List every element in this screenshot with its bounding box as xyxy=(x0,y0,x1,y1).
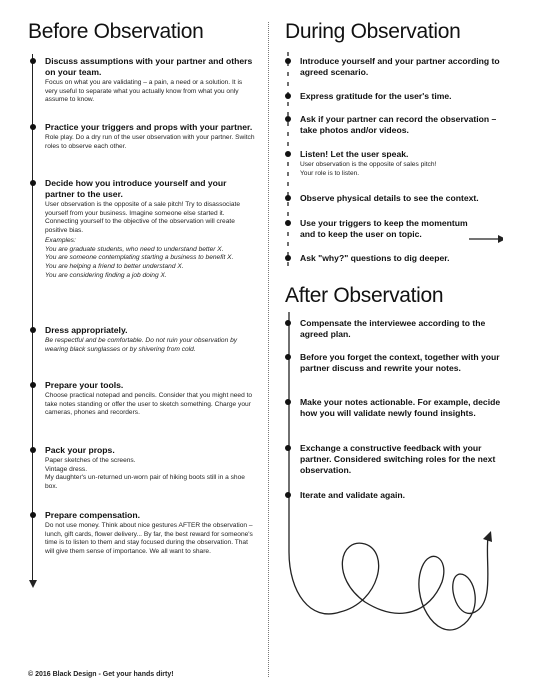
item-title: Observe physical details to see the context. xyxy=(300,193,479,203)
item-title: Exchange a constructive feedback with your partner. Considered switching roles for the next observation. xyxy=(300,443,496,475)
bullet-dot-icon xyxy=(30,327,36,333)
item-description: User observation is the opposite of a sale pitch! Try to disassociate yourself from your business. Imagine someone else started it. Connecting yourself to the objective of the observation will create positive bias. xyxy=(45,201,240,235)
after-item xyxy=(285,318,510,340)
bullet-dot-icon xyxy=(285,255,291,261)
before-item xyxy=(30,325,255,354)
column-divider xyxy=(268,22,269,677)
bullet-dot-icon xyxy=(30,124,36,130)
item-title: Iterate and validate again. xyxy=(300,490,406,500)
item-description: Be respectful and be comfortable. Do not ruin your observation by wearing black sunglasses or by shivering from cold. xyxy=(45,337,238,353)
prop-line: Paper sketches of the screens. xyxy=(45,457,136,464)
after-item xyxy=(285,397,510,419)
after-observation-heading: After Observation xyxy=(285,284,444,307)
after-item xyxy=(285,443,510,476)
before-item xyxy=(30,445,255,492)
during-item xyxy=(285,114,510,136)
during-item xyxy=(285,218,500,240)
up-arrow-icon xyxy=(483,531,492,542)
during-item xyxy=(285,193,510,204)
item-title: Use your triggers to keep the momentum and to keep the user on topic. xyxy=(300,218,468,239)
after-item xyxy=(285,352,510,374)
item-title: Discuss assumptions with your partner and others on your team. xyxy=(45,56,253,77)
example-line: You are helping a friend to better understand X. xyxy=(45,262,184,270)
before-item xyxy=(30,510,255,557)
before-item xyxy=(30,56,255,105)
bullet-dot-icon xyxy=(30,180,36,186)
bullet-dot-icon xyxy=(285,492,291,498)
item-title: Prepare compensation. xyxy=(45,510,141,520)
item-title: Practice your triggers and props with your partner. xyxy=(45,122,253,132)
item-description: Choose practical notepad and pencils. Consider that you might need to take notes standing or offer the user to sketch something. Charge your cameras, phones and recorders. xyxy=(45,392,253,417)
example-line: You are someone contemplating starting a business to benefit X. xyxy=(45,254,234,262)
item-title: Ask "why?" questions to dig deeper. xyxy=(300,253,450,263)
during-item xyxy=(285,91,510,102)
example-line: You are considering finding a job doing X. xyxy=(45,271,167,279)
bullet-dot-icon xyxy=(285,93,291,99)
before-item xyxy=(30,380,255,418)
item-description xyxy=(300,161,510,178)
during-item xyxy=(285,149,510,178)
bullet-dot-icon xyxy=(285,195,291,201)
bullet-dot-icon xyxy=(285,151,291,157)
bullet-dot-icon xyxy=(285,399,291,405)
item-title: Express gratitude for the user's time. xyxy=(300,91,452,101)
item-title: Decide how you introduce yourself and your partner to the user. xyxy=(45,178,227,199)
bullet-dot-icon xyxy=(285,220,291,226)
item-description xyxy=(45,457,255,492)
during-item xyxy=(285,56,510,78)
after-item xyxy=(285,490,510,501)
item-title: Dress appropriately. xyxy=(45,325,128,335)
item-title: Compensate the interviewee according to the agreed plan. xyxy=(300,318,486,339)
bullet-dot-icon xyxy=(30,512,36,518)
copyright-footer: © 2016 Black Design - Get your hands dirty! xyxy=(28,671,174,678)
bullet-dot-icon xyxy=(30,58,36,64)
examples-list xyxy=(45,237,255,281)
prop-line: My daughter's un-returned un-worn pair of hiking boots still in a shoe box. xyxy=(45,474,245,491)
item-title: Listen! Let the user speak. xyxy=(300,149,409,159)
during-item xyxy=(285,253,510,264)
before-timeline-arrow-icon xyxy=(29,580,37,588)
before-item xyxy=(30,122,255,151)
description-line: User observation is the opposite of sales pitch! xyxy=(300,161,437,168)
bullet-dot-icon xyxy=(285,116,291,122)
item-title: Make your notes actionable. For example, decide how you will validate newly found insights. xyxy=(300,397,501,418)
item-title: Before you forget the context, together with your partner discuss and rewrite your notes. xyxy=(300,352,500,373)
item-description: Role play. Do a dry run of the user observation with your partner. Switch roles to observe each other. xyxy=(45,134,255,150)
item-title: Ask if your partner can record the observation – take photos and/or videos. xyxy=(300,114,497,135)
item-description: Focus on what you are validating – a pain, a need or a solution. It is very useful to separate what you actually know from what you only assume to know. xyxy=(45,79,243,104)
during-observation-heading: During Observation xyxy=(285,20,461,43)
bullet-dot-icon xyxy=(285,58,291,64)
before-item xyxy=(30,178,255,280)
bullet-dot-icon xyxy=(30,382,36,388)
example-line: You are graduate students, who need to understand better X. xyxy=(45,245,224,253)
item-title: Prepare your tools. xyxy=(45,380,124,390)
bullet-dot-icon xyxy=(30,447,36,453)
bullet-dot-icon xyxy=(285,445,291,451)
item-title: Introduce yourself and your partner according to agreed scenario. xyxy=(300,56,500,77)
bullet-dot-icon xyxy=(285,320,291,326)
before-observation-heading: Before Observation xyxy=(28,20,204,43)
item-title: Pack your props. xyxy=(45,445,115,455)
description-line: Your role is to listen. xyxy=(300,169,360,177)
examples-label: Examples: xyxy=(45,236,76,244)
item-description: Do not use money. Think about nice gestures AFTER the observation – lunch, gift cards, flower delivery... By far, the best reward for someone's time is to listen to them and stay focused during the observation. That will give them sense of importance. We all want to share. xyxy=(45,522,253,556)
bullet-dot-icon xyxy=(285,354,291,360)
prop-line: Vintage dress. xyxy=(45,465,88,473)
